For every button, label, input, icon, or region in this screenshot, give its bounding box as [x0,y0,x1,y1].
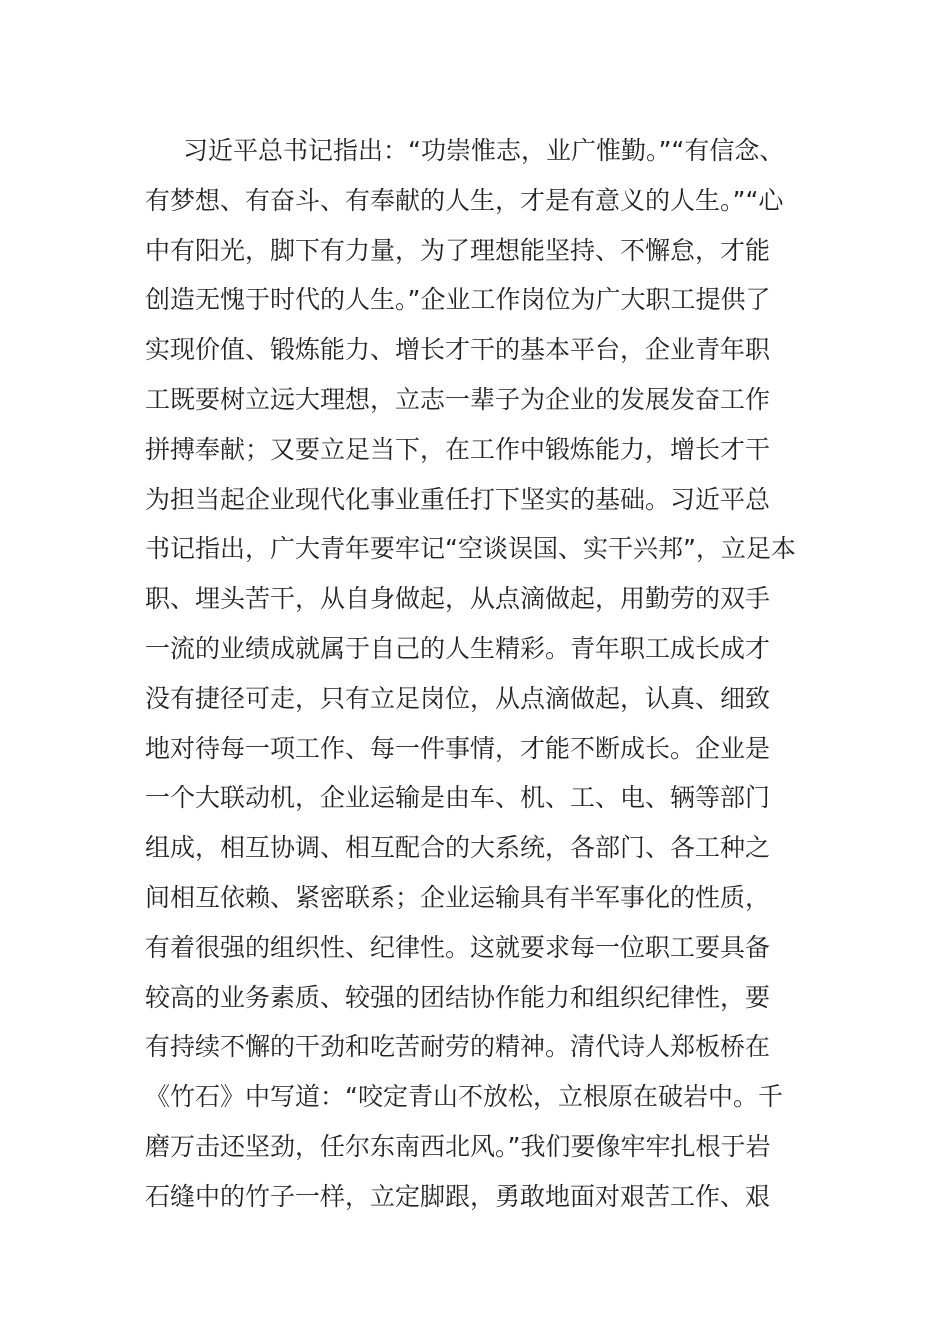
text-line: 地对待每一项工作、每一件事情，才能不断成长。企业是 [145,733,771,763]
text-line: 一个大联动机，企业运输是由车、机、工、电、辆等部门 [145,783,771,813]
text-line: 为担当起企业现代化事业重任打下坚实的基础。习近平总 [145,484,771,514]
text-line: 没有捷径可走，只有立足岗位，从点滴做起，认真、细致 [145,683,771,713]
text-line: 间相互依赖、紧密联系；企业运输具有半军事化的性质， [145,882,771,912]
text-line: 习近平总书记指出：“功崇惟志，业广惟勤。”“有信念、 [183,136,785,165]
text-line: 有梦想、有奋斗、有奉献的人生，才是有意义的人生。”“心 [145,185,784,215]
text-line: 职、埋头苦干，从自身做起，从点滴做起，用勤劳的双手 [145,584,771,614]
text-line: 书记指出，广大青年要牢记“空谈误国、实干兴邦”，立足本 [145,534,796,564]
body-paragraph [145,126,815,1222]
text-line: 较高的业务素质、较强的团结协作能力和组织纪律性，要 [145,982,771,1012]
text-line: 一流的业绩成就属于自己的人生精彩。青年职工成长成才 [145,633,771,663]
text-line: 工既要树立远大理想，立志一辈子为企业的发展发奋工作 [145,384,771,414]
text-line: 《竹石》中写道：“咬定青山不放松，立根原在破岩中。千 [145,1082,783,1112]
text-line: 磨万击还坚劲，任尔东南西北风。”我们要像牢牢扎根于岩 [145,1131,771,1161]
text-line: 组成，相互协调、相互配合的大系统，各部门、各工种之 [145,833,771,863]
text-line: 有持续不懈的干劲和吃苦耐劳的精神。清代诗人郑板桥在 [145,1032,771,1062]
text-line: 拼搏奉献；又要立足当下，在工作中锻炼能力，增长才干 [145,434,771,464]
text-line: 创造无愧于时代的人生。”企业工作岗位为广大职工提供了 [145,285,771,315]
text-line: 实现价值、锻炼能力、增长才干的基本平台，企业青年职 [145,335,771,365]
text-line: 石缝中的竹子一样，立定脚跟，勇敢地面对艰苦工作、艰 [145,1181,771,1211]
text-line: 中有阳光，脚下有力量，为了理想能坚持、不懈怠，才能 [145,235,771,265]
text-line: 有着很强的组织性、纪律性。这就要求每一位职工要具备 [145,932,771,962]
